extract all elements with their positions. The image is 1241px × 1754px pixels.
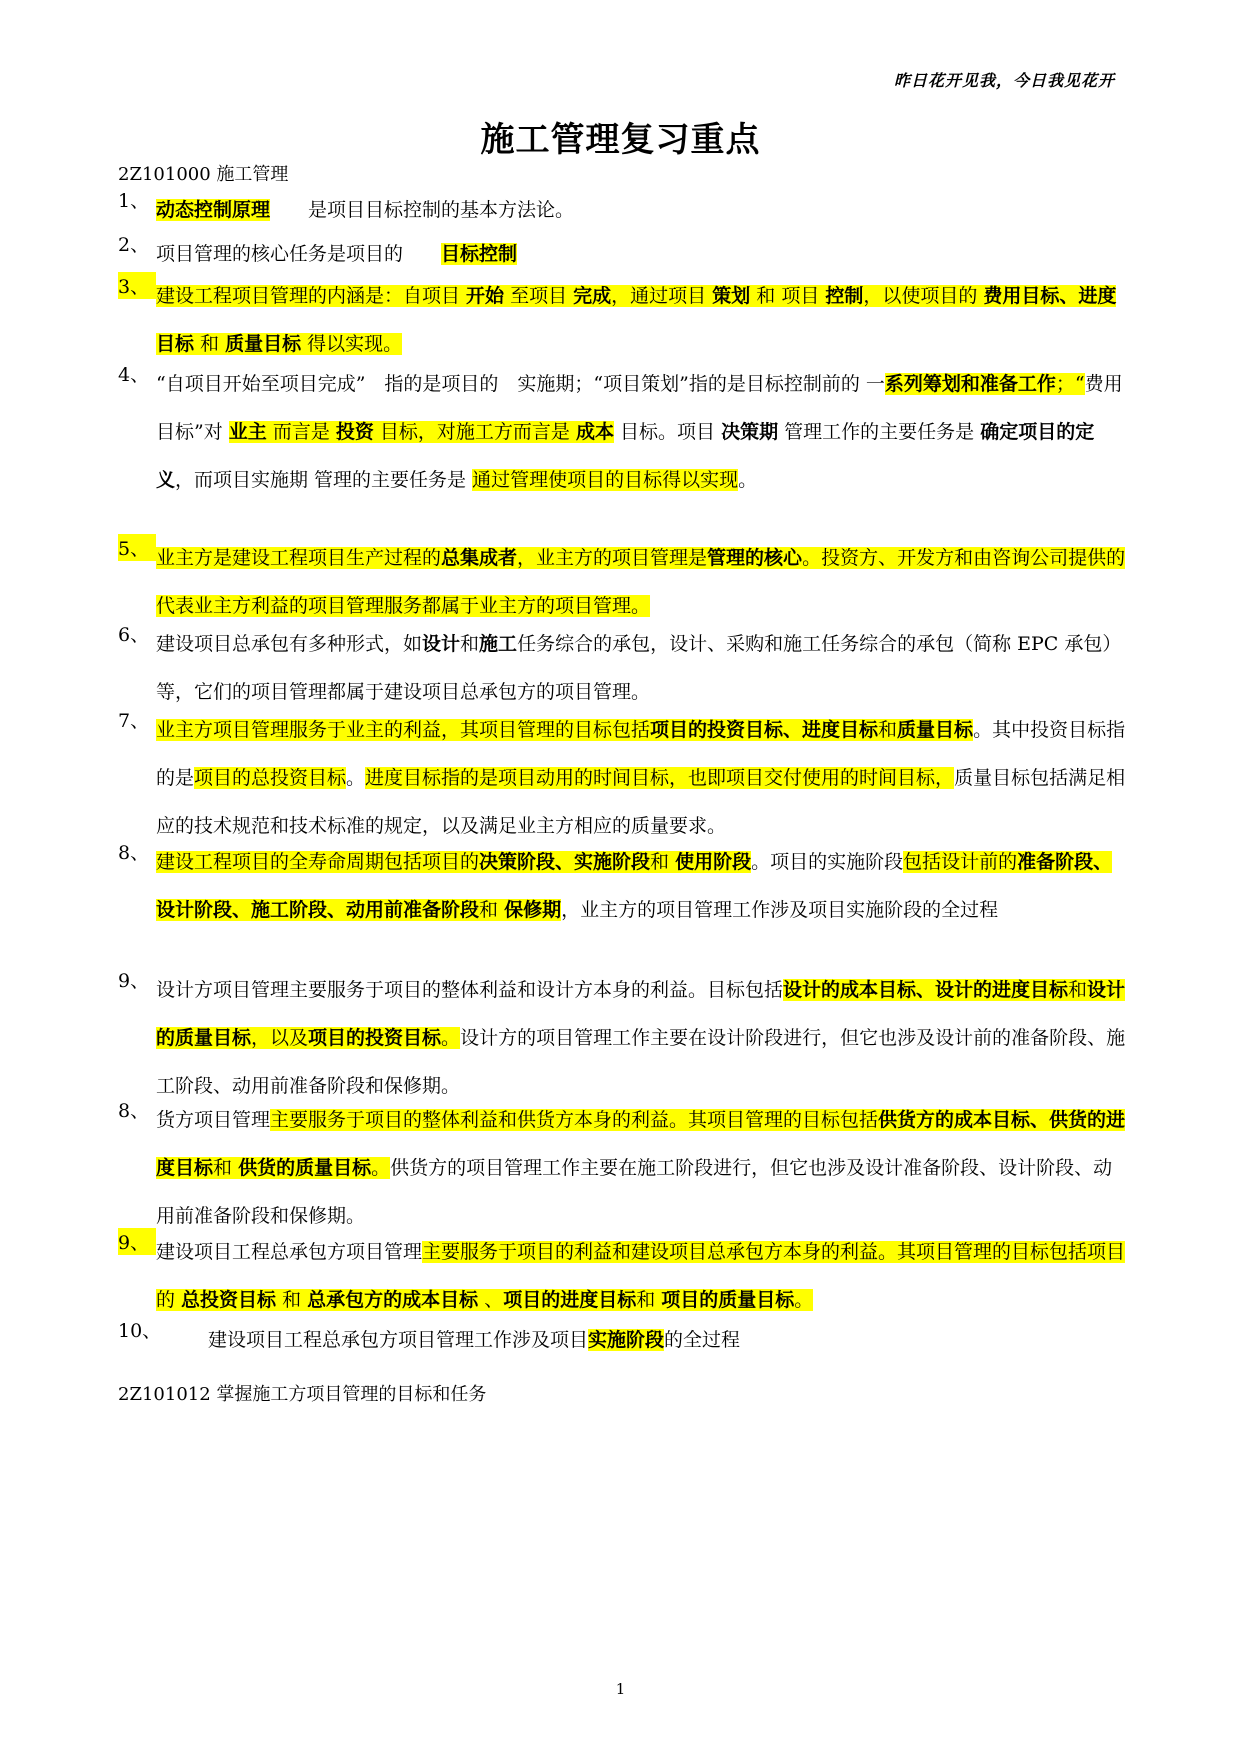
text-segment: 决策期 — [721, 421, 779, 443]
item-text — [156, 838, 1128, 934]
text-segment: 建设项目总承包有多种形式，如 — [156, 633, 423, 655]
text-segment: 目标。项目 — [614, 421, 722, 443]
text-segment: ，业主方的项目管理工作涉及项目实施阶段的全过程 — [561, 899, 999, 921]
highlighted-text: 开始 — [466, 285, 505, 307]
item-text — [156, 272, 1128, 368]
item-text — [156, 360, 1128, 504]
highlighted-text: ；“ — [1055, 373, 1085, 395]
text-segment: 项目管理的核心任务是项目的 — [156, 243, 442, 265]
highlighted-text: 项目的总投资目标 — [194, 767, 347, 789]
highlighted-text: 项目的进度目标 — [503, 1289, 637, 1311]
highlighted-text: 和 — [636, 1289, 662, 1311]
text-segment: 建设项目工程总承包方项目管理工作涉及项目 — [208, 1329, 589, 1351]
highlighted-text: 费用目标、进度目标 — [156, 285, 1117, 355]
text-segment: 建设项目工程总承包方项目管理 — [156, 1241, 423, 1263]
highlighted-text: 业主方项目管理服务于业主的利益，其项目管理的目标包括 — [156, 719, 651, 741]
highlighted-text: 业主方是建设工程项目生产过程的 — [156, 547, 442, 569]
highlighted-text: 目标，对施工方而言是 — [373, 421, 576, 443]
item-text — [156, 620, 1128, 716]
highlighted-text: 和 — [878, 719, 898, 741]
highlighted-text: 策划 — [712, 285, 751, 307]
item-number: 10、 — [118, 1320, 162, 1342]
highlighted-text: 项目的质量目标 — [661, 1289, 795, 1311]
highlighted-text: 控制 — [825, 285, 864, 307]
highlighted-text: 项目的投资目标 — [308, 1027, 442, 1049]
item-number: 7、 — [118, 710, 150, 732]
item-number: 9、 — [118, 970, 150, 992]
text-segment: 供货方的项目管理工作主要在施工阶段进行，但它也涉及设计准备阶段、设计阶段、动用前准备阶段和保修期。 — [156, 1157, 1113, 1227]
highlighted-text: ，业主方的项目管理是 — [517, 547, 708, 569]
highlighted-text: 和 — [479, 899, 505, 921]
highlighted-text: 完成 — [573, 285, 612, 307]
highlighted-text: 质量目标 — [897, 719, 974, 741]
section-heading-2: 2Z101012 掌握施工方项目管理的目标和任务 — [118, 1384, 487, 1405]
text-segment: “自项目开始至项目完成” 指的是项目的 实施期；“项目策划”指的是目标控制前的 一 — [156, 373, 885, 395]
text-segment: 管理工作的主要任务是 — [778, 421, 981, 443]
highlighted-text: 目标控制 — [441, 243, 518, 265]
highlighted-text: 总投资目标 — [181, 1289, 277, 1311]
highlighted-text: 。 — [441, 1027, 461, 1049]
text-segment: 确定项目的定义 — [156, 421, 1095, 491]
item-number: 4、 — [118, 364, 150, 386]
text-segment: 施工 — [479, 633, 518, 655]
highlighted-text: 和 — [1068, 979, 1088, 1001]
text-segment: 质量目标包括满足相应的技术规范和技术标准的规定，以及满足业主方相应的质量要求。 — [156, 767, 1126, 837]
text-segment: 。项目的实施阶段 — [751, 851, 904, 873]
item-text — [156, 186, 1128, 234]
text-segment: 。 — [738, 469, 758, 491]
item-text — [208, 1316, 1128, 1364]
highlighted-text: 。 — [794, 1289, 814, 1311]
highlighted-text: 设计的成本目标、设计的进度目标 — [783, 979, 1069, 1001]
highlighted-text: 设计的质量目标 — [156, 979, 1126, 1049]
section-heading: 2Z101000 施工管理 — [118, 164, 289, 185]
highlighted-text: 供货方的成本目标、供货的进度目标 — [156, 1109, 1126, 1179]
page-number: 1 — [615, 1680, 626, 1698]
highlighted-text: 保修期 — [504, 899, 562, 921]
highlighted-text: 准备阶段、设计阶段、施工阶段、动用前准备阶段 — [156, 851, 1113, 921]
highlighted-text: 。 — [371, 1157, 391, 1179]
text-segment: ，而项目实施期 管理的主要任务是 — [175, 469, 473, 491]
highlighted-text: 得以实现。 — [301, 333, 403, 355]
item-text — [156, 966, 1128, 1110]
highlighted-text: 使用阶段 — [675, 851, 752, 873]
text-segment: 是项目目标控制的基本方法论。 — [270, 199, 575, 221]
highlighted-text: 和 项目 — [750, 285, 826, 307]
item-text — [156, 1228, 1128, 1324]
item-number: 3、 — [118, 272, 156, 299]
item-number: 8、 — [118, 842, 150, 864]
highlighted-text: 动态控制原理 — [156, 199, 271, 221]
text-segment: 费用目标”对 — [156, 373, 1123, 443]
highlighted-text: 质量目标 — [225, 333, 302, 355]
highlighted-text: ，以使项目的 — [863, 285, 984, 307]
highlighted-text: 投资 — [335, 421, 374, 443]
item-number: 6、 — [118, 624, 150, 646]
highlighted-text: 包括设计前的 — [903, 851, 1018, 873]
highlighted-text: 建设工程项目管理的内涵是：自项目 — [156, 285, 467, 307]
highlighted-text: 而言是 — [266, 421, 336, 443]
item-number: 2、 — [118, 234, 150, 256]
highlighted-text: 总承包方的成本目标 — [307, 1289, 479, 1311]
highlighted-text: 业主 — [228, 421, 267, 443]
text-segment: 设计 — [422, 633, 461, 655]
highlighted-text: 项目的投资目标、进度目标 — [650, 719, 879, 741]
item-text — [156, 230, 1128, 278]
text-segment: 的全过程 — [664, 1329, 741, 1351]
item-text — [156, 1096, 1128, 1240]
highlighted-text: 主要服务于项目的整体利益和供货方本身的利益。其项目管理的目标包括 — [270, 1109, 879, 1131]
highlighted-text: 系列筹划和准备工作 — [884, 373, 1056, 395]
highlighted-text: 。投资方、开发方和由咨询公司提供的代表业主方利益的项目管理服务都属于业主方的项目管理。 — [156, 547, 1126, 617]
highlighted-text: 决策阶段、实施阶段 — [479, 851, 651, 873]
highlighted-text: 实施阶段 — [588, 1329, 665, 1351]
highlighted-text: 建设工程项目的全寿命周期包括项目的 — [156, 851, 480, 873]
highlighted-text: 至项目 — [504, 285, 574, 307]
item-number: 8、 — [118, 1100, 150, 1122]
item-text — [156, 706, 1128, 850]
text-segment: 和 — [460, 633, 480, 655]
highlighted-text: 和 — [650, 851, 676, 873]
highlighted-text: 成本 — [575, 421, 614, 443]
highlighted-text: 和 — [194, 333, 226, 355]
highlighted-text: 通过管理使项目的目标得以实现 — [472, 469, 739, 491]
item-text — [156, 534, 1128, 630]
highlighted-text: 供货的质量目标 — [238, 1157, 372, 1179]
page-title: 施工管理复习重点 — [480, 120, 761, 160]
highlighted-text: 主要服务于项目的利益和建设项目总承包方本身的利益。其项目管理的目标包括项目的 — [156, 1241, 1126, 1311]
highlighted-text: 和 — [276, 1289, 308, 1311]
highlighted-text: 总集成者 — [441, 547, 518, 569]
text-segment: 。 — [346, 767, 366, 789]
highlighted-text: ，通过项目 — [611, 285, 713, 307]
item-number: 1、 — [118, 190, 150, 212]
header-motto: 昨日花开见我，今日我见花开 — [893, 71, 1115, 90]
highlighted-text: 管理的核心 — [707, 547, 803, 569]
highlighted-text: 进度目标指的是项目动用的时间目标，也即项目交付使用的时间目标， — [365, 767, 955, 789]
highlighted-text: ，以及 — [251, 1027, 309, 1049]
item-number: 9、 — [118, 1228, 156, 1255]
text-segment: 任务综合的承包，设计、采购和施工任务综合的承包（简称 EPC 承包）等，它们的项目管理都属于建设项目总承包方的项目管理。 — [156, 633, 1122, 703]
text-segment: 。其中投资目标指的是 — [156, 719, 1126, 789]
highlighted-text: 和 — [213, 1157, 239, 1179]
highlighted-text: 、 — [478, 1289, 504, 1311]
item-number: 5、 — [118, 534, 156, 561]
text-segment: 设计方项目管理主要服务于项目的整体利益和设计方本身的利益。目标包括 — [156, 979, 784, 1001]
text-segment: 货方项目管理 — [156, 1109, 271, 1131]
text-segment: 设计方的项目管理工作主要在设计阶段进行，但它也涉及设计前的准备阶段、施工阶段、动用前准备阶段和保修期。 — [156, 1027, 1126, 1097]
